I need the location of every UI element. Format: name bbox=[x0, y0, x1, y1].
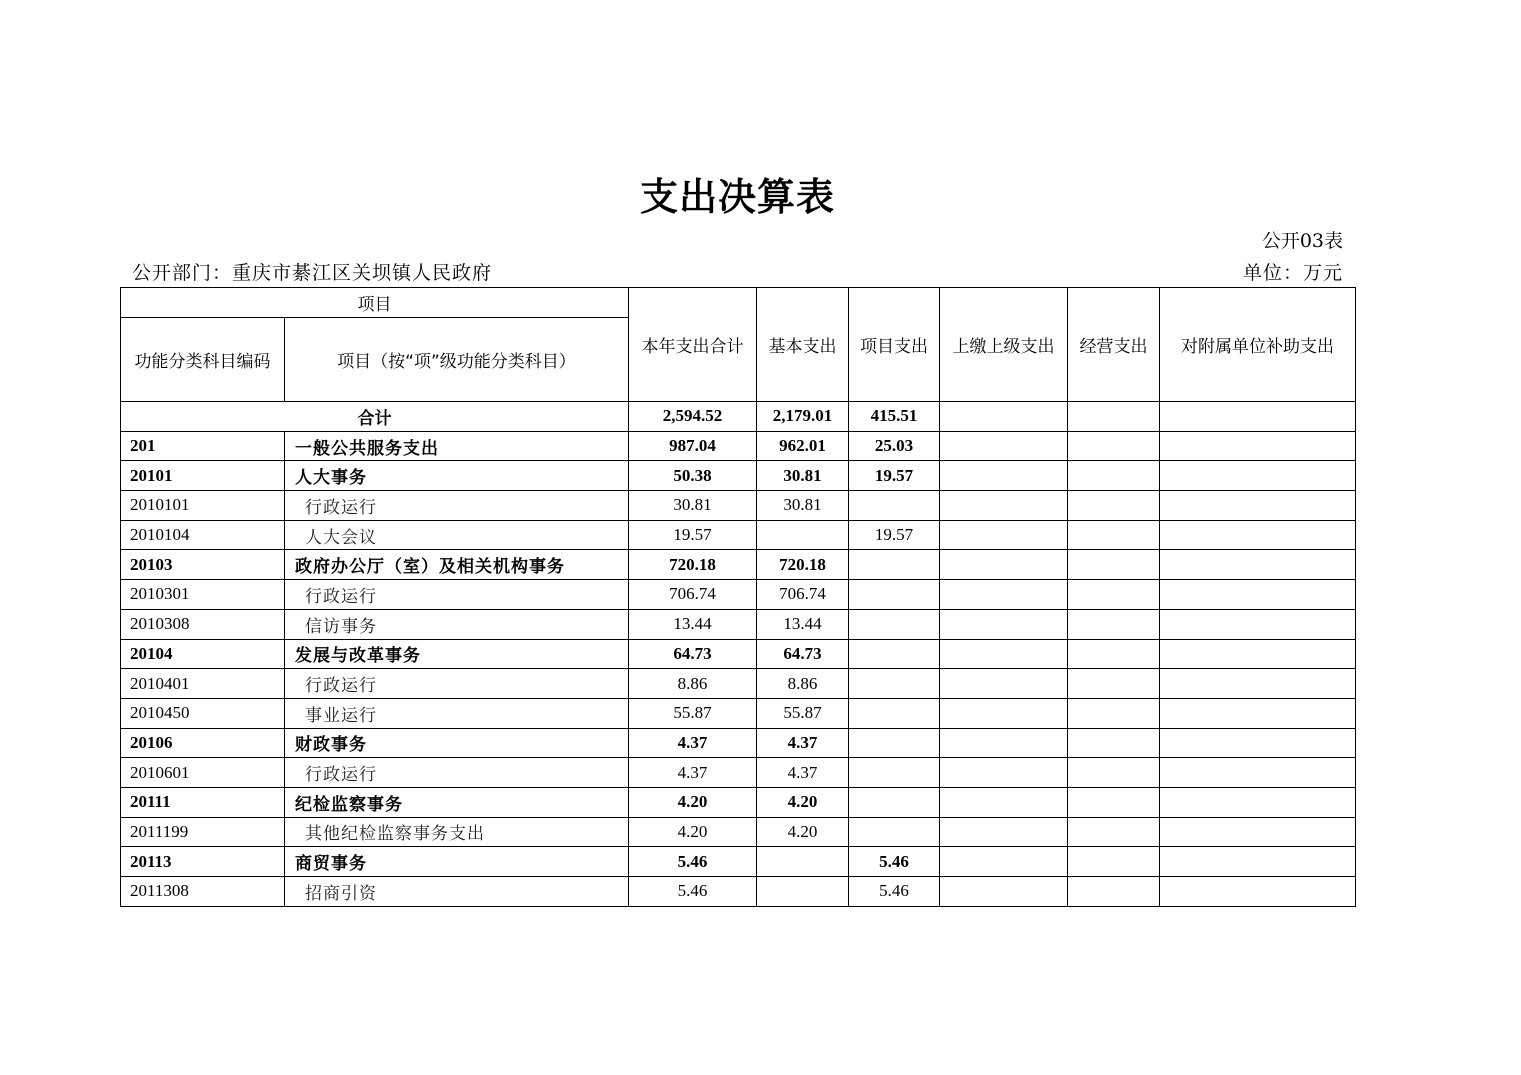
cell-business bbox=[1068, 669, 1160, 699]
cell-basic: 30.81 bbox=[757, 491, 849, 521]
cell-item-name: 信访事务 bbox=[285, 609, 629, 639]
table-row bbox=[121, 580, 1356, 610]
cell-basic: 55.87 bbox=[757, 698, 849, 728]
table-row bbox=[121, 758, 1356, 788]
cell-basic bbox=[757, 847, 849, 877]
cell-code: 20113 bbox=[121, 847, 285, 877]
cell-total: 720.18 bbox=[629, 550, 757, 580]
cell-business bbox=[1068, 580, 1160, 610]
cell-item-name: 其他纪检监察事务支出 bbox=[285, 817, 629, 847]
header-superior: 上缴上级支出 bbox=[940, 288, 1068, 402]
cell-code: 2010104 bbox=[121, 520, 285, 550]
table-row bbox=[121, 550, 1356, 580]
cell-basic: 4.20 bbox=[757, 817, 849, 847]
cell-project bbox=[849, 758, 940, 788]
cell-code: 20111 bbox=[121, 787, 285, 817]
cell-business bbox=[1068, 491, 1160, 521]
cell-subsidy bbox=[1160, 877, 1356, 907]
cell-item-name: 行政运行 bbox=[285, 758, 629, 788]
cell-basic: 962.01 bbox=[757, 431, 849, 461]
cell-subsidy bbox=[1160, 698, 1356, 728]
header-row-1 bbox=[121, 288, 1356, 318]
cell-total: 706.74 bbox=[629, 580, 757, 610]
cell-total: 5.46 bbox=[629, 847, 757, 877]
cell-code: 20101 bbox=[121, 461, 285, 491]
cell-basic: 720.18 bbox=[757, 550, 849, 580]
cell-code: 2011308 bbox=[121, 877, 285, 907]
table-row bbox=[121, 491, 1356, 521]
cell-total: 4.20 bbox=[629, 787, 757, 817]
total-business bbox=[1068, 402, 1160, 432]
cell-superior bbox=[940, 787, 1068, 817]
cell-code: 20103 bbox=[121, 550, 285, 580]
total-subsidy bbox=[1160, 402, 1356, 432]
expenditure-table bbox=[120, 287, 1356, 907]
cell-project bbox=[849, 639, 940, 669]
cell-total: 13.44 bbox=[629, 609, 757, 639]
table-row bbox=[121, 817, 1356, 847]
cell-superior bbox=[940, 669, 1068, 699]
cell-business bbox=[1068, 639, 1160, 669]
cell-subsidy bbox=[1160, 758, 1356, 788]
cell-subsidy bbox=[1160, 550, 1356, 580]
header-subsidy: 对附属单位补助支出 bbox=[1160, 288, 1356, 402]
cell-project: 19.57 bbox=[849, 520, 940, 550]
cell-basic: 4.37 bbox=[757, 758, 849, 788]
cell-subsidy bbox=[1160, 520, 1356, 550]
cell-subsidy bbox=[1160, 847, 1356, 877]
cell-item-name: 商贸事务 bbox=[285, 847, 629, 877]
table-row bbox=[121, 431, 1356, 461]
cell-item-name: 人大事务 bbox=[285, 461, 629, 491]
cell-project: 25.03 bbox=[849, 431, 940, 461]
cell-project bbox=[849, 669, 940, 699]
cell-basic bbox=[757, 520, 849, 550]
cell-business bbox=[1068, 787, 1160, 817]
cell-code: 2010101 bbox=[121, 491, 285, 521]
table-row bbox=[121, 639, 1356, 669]
cell-item-name: 发展与改革事务 bbox=[285, 639, 629, 669]
cell-superior bbox=[940, 580, 1068, 610]
cell-subsidy bbox=[1160, 609, 1356, 639]
total-label: 合计 bbox=[121, 402, 629, 432]
cell-basic: 4.20 bbox=[757, 787, 849, 817]
cell-basic: 64.73 bbox=[757, 639, 849, 669]
cell-basic: 706.74 bbox=[757, 580, 849, 610]
table-row bbox=[121, 728, 1356, 758]
cell-total: 50.38 bbox=[629, 461, 757, 491]
cell-business bbox=[1068, 609, 1160, 639]
cell-total: 987.04 bbox=[629, 431, 757, 461]
table-row bbox=[121, 609, 1356, 639]
cell-item-name: 纪检监察事务 bbox=[285, 787, 629, 817]
cell-item-name: 人大会议 bbox=[285, 520, 629, 550]
cell-business bbox=[1068, 520, 1160, 550]
cell-business bbox=[1068, 550, 1160, 580]
cell-superior bbox=[940, 609, 1068, 639]
cell-project bbox=[849, 609, 940, 639]
cell-business bbox=[1068, 461, 1160, 491]
cell-subsidy bbox=[1160, 728, 1356, 758]
cell-superior bbox=[940, 817, 1068, 847]
total-total: 2,594.52 bbox=[629, 402, 757, 432]
cell-basic: 4.37 bbox=[757, 728, 849, 758]
cell-project bbox=[849, 817, 940, 847]
cell-project: 5.46 bbox=[849, 847, 940, 877]
department-label: 公开部门：重庆市綦江区关坝镇人民政府 bbox=[132, 262, 493, 284]
table-row bbox=[121, 461, 1356, 491]
cell-business bbox=[1068, 847, 1160, 877]
cell-superior bbox=[940, 431, 1068, 461]
table-row bbox=[121, 847, 1356, 877]
total-basic: 2,179.01 bbox=[757, 402, 849, 432]
cell-item-name: 行政运行 bbox=[285, 669, 629, 699]
cell-subsidy bbox=[1160, 669, 1356, 699]
cell-code: 2010601 bbox=[121, 758, 285, 788]
cell-code: 2010401 bbox=[121, 669, 285, 699]
cell-superior bbox=[940, 877, 1068, 907]
cell-subsidy bbox=[1160, 580, 1356, 610]
table-row bbox=[121, 698, 1356, 728]
total-project: 415.51 bbox=[849, 402, 940, 432]
cell-project bbox=[849, 698, 940, 728]
cell-superior bbox=[940, 461, 1068, 491]
page-title: 支出决算表 bbox=[639, 174, 835, 219]
cell-business bbox=[1068, 758, 1160, 788]
cell-total: 55.87 bbox=[629, 698, 757, 728]
cell-code: 2010301 bbox=[121, 580, 285, 610]
cell-subsidy bbox=[1160, 787, 1356, 817]
cell-code: 20104 bbox=[121, 639, 285, 669]
cell-total: 4.37 bbox=[629, 758, 757, 788]
cell-total: 4.37 bbox=[629, 728, 757, 758]
cell-business bbox=[1068, 431, 1160, 461]
cell-total: 4.20 bbox=[629, 817, 757, 847]
cell-basic bbox=[757, 877, 849, 907]
cell-code: 20106 bbox=[121, 728, 285, 758]
cell-total: 30.81 bbox=[629, 491, 757, 521]
cell-superior bbox=[940, 520, 1068, 550]
cell-item-name: 招商引资 bbox=[285, 877, 629, 907]
unit-label: 单位：万元 bbox=[1242, 262, 1343, 284]
cell-total: 5.46 bbox=[629, 877, 757, 907]
table-number: 公开03表 bbox=[1261, 230, 1343, 252]
header-total: 本年支出合计 bbox=[629, 288, 757, 402]
cell-total: 64.73 bbox=[629, 639, 757, 669]
table-row bbox=[121, 877, 1356, 907]
cell-subsidy bbox=[1160, 817, 1356, 847]
cell-project: 19.57 bbox=[849, 461, 940, 491]
cell-project bbox=[849, 728, 940, 758]
cell-superior bbox=[940, 728, 1068, 758]
header-business: 经营支出 bbox=[1068, 288, 1160, 402]
cell-superior bbox=[940, 491, 1068, 521]
cell-superior bbox=[940, 550, 1068, 580]
cell-basic: 8.86 bbox=[757, 669, 849, 699]
cell-code: 2010308 bbox=[121, 609, 285, 639]
cell-total: 19.57 bbox=[629, 520, 757, 550]
cell-superior bbox=[940, 639, 1068, 669]
cell-superior bbox=[940, 758, 1068, 788]
cell-code: 201 bbox=[121, 431, 285, 461]
table-row bbox=[121, 520, 1356, 550]
cell-item-name: 一般公共服务支出 bbox=[285, 431, 629, 461]
cell-code: 2011199 bbox=[121, 817, 285, 847]
cell-subsidy bbox=[1160, 431, 1356, 461]
cell-business bbox=[1068, 877, 1160, 907]
table-row bbox=[121, 787, 1356, 817]
header-item: 项目（按“项”级功能分类科目） bbox=[285, 318, 629, 402]
cell-subsidy bbox=[1160, 491, 1356, 521]
cell-item-name: 行政运行 bbox=[285, 580, 629, 610]
header-basic: 基本支出 bbox=[757, 288, 849, 402]
cell-basic: 30.81 bbox=[757, 461, 849, 491]
cell-item-name: 事业运行 bbox=[285, 698, 629, 728]
cell-project bbox=[849, 550, 940, 580]
cell-project bbox=[849, 491, 940, 521]
cell-subsidy bbox=[1160, 639, 1356, 669]
header-code: 功能分类科目编码 bbox=[121, 318, 285, 402]
cell-subsidy bbox=[1160, 461, 1356, 491]
header-group-item: 项目 bbox=[121, 288, 629, 318]
cell-project: 5.46 bbox=[849, 877, 940, 907]
cell-superior bbox=[940, 847, 1068, 877]
cell-total: 8.86 bbox=[629, 669, 757, 699]
cell-business bbox=[1068, 728, 1160, 758]
total-superior bbox=[940, 402, 1068, 432]
cell-code: 2010450 bbox=[121, 698, 285, 728]
cell-basic: 13.44 bbox=[757, 609, 849, 639]
cell-item-name: 行政运行 bbox=[285, 491, 629, 521]
cell-business bbox=[1068, 817, 1160, 847]
cell-superior bbox=[940, 698, 1068, 728]
cell-item-name: 政府办公厅（室）及相关机构事务 bbox=[285, 550, 629, 580]
cell-business bbox=[1068, 698, 1160, 728]
table-row bbox=[121, 669, 1356, 699]
cell-item-name: 财政事务 bbox=[285, 728, 629, 758]
total-row bbox=[121, 402, 1356, 432]
cell-project bbox=[849, 787, 940, 817]
header-project: 项目支出 bbox=[849, 288, 940, 402]
cell-project bbox=[849, 580, 940, 610]
